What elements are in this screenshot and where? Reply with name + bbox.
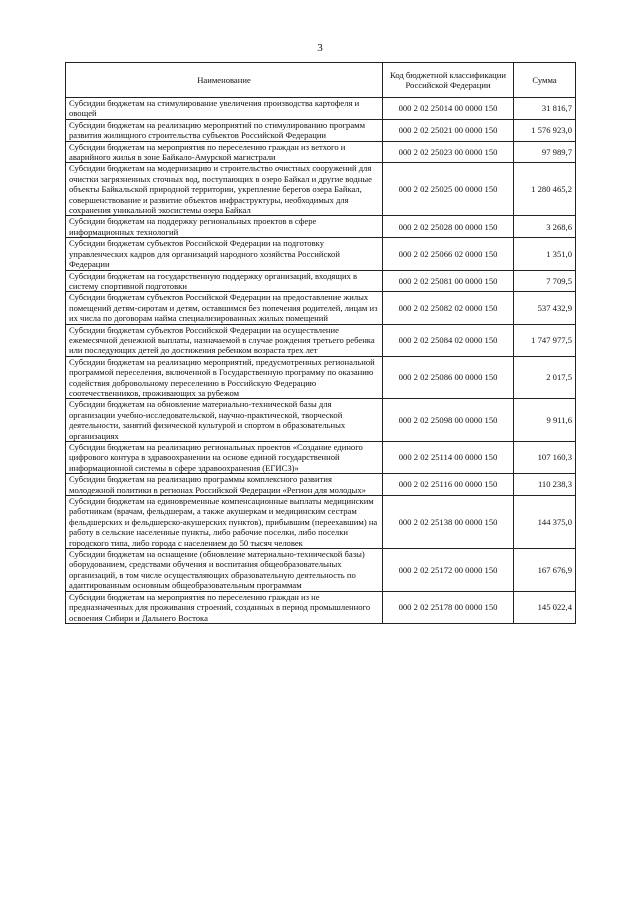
code-cell: 000 2 02 25098 00 0000 150 <box>383 399 514 442</box>
table-row <box>66 356 576 399</box>
code-cell: 000 2 02 25081 00 0000 150 <box>383 270 514 292</box>
sum-cell: 1 576 923,0 <box>514 119 576 141</box>
name-cell: Субсидии бюджетам на модернизацию и строительство очистных сооружений для очистки загрязненных сточных вод, поступающих в озеро Байкал и другие водные объекты Байкальской природной территории, укрепление берегов озера Байкал, совершенствование и развитие объектов инфраструктуры, необходимых для сохранения уникальной экосистемы озера Байкал <box>66 163 383 216</box>
code-cell: 000 2 02 25082 02 0000 150 <box>383 292 514 324</box>
name-cell: Субсидии бюджетам субъектов Российской Федерации на осуществление ежемесячной денежной выплаты, назначаемой в случае рождения третьего ребенка или последующих детей до достижения ребенком возраста трех лет <box>66 324 383 356</box>
name-cell: Субсидии бюджетам на поддержку региональных проектов в сфере информационных технологий <box>66 216 383 238</box>
sum-cell: 7 709,5 <box>514 270 576 292</box>
sum-cell: 3 268,6 <box>514 216 576 238</box>
sum-cell: 1 351,0 <box>514 238 576 270</box>
table-row <box>66 216 576 238</box>
table-row <box>66 292 576 324</box>
code-cell: 000 2 02 25178 00 0000 150 <box>383 591 514 623</box>
header-name: Наименование <box>66 63 383 98</box>
table-row <box>66 119 576 141</box>
code-cell: 000 2 02 25086 00 0000 150 <box>383 356 514 399</box>
header-sum: Сумма <box>514 63 576 98</box>
name-cell: Субсидии бюджетам на реализацию мероприятий по стимулированию программ развития жилищного строительства субъектов Российской Федерации <box>66 119 383 141</box>
table-row <box>66 496 576 549</box>
sum-cell: 1 747 977,5 <box>514 324 576 356</box>
name-cell: Субсидии бюджетам на мероприятия по переселению граждан из ветхого и аварийного жилья в зоне Байкало-Амурской магистрали <box>66 141 383 163</box>
code-cell: 000 2 02 25084 02 0000 150 <box>383 324 514 356</box>
code-cell: 000 2 02 25066 02 0000 150 <box>383 238 514 270</box>
name-cell: Субсидии бюджетам на обновление материально-технической базы для организации учебно-исследовательской, научно-практической, творческой деятельности, занятий физической культурой и спортом в образовательных организациях <box>66 399 383 442</box>
sum-cell: 31 816,7 <box>514 98 576 120</box>
page-number: 3 <box>317 42 323 54</box>
table-row <box>66 442 576 474</box>
name-cell: Субсидии бюджетам субъектов Российской Федерации на подготовку управленческих кадров для организаций народного хозяйства Российской Федерации <box>66 238 383 270</box>
table-row <box>66 549 576 592</box>
table-row <box>66 141 576 163</box>
code-cell: 000 2 02 25138 00 0000 150 <box>383 496 514 549</box>
code-cell: 000 2 02 25116 00 0000 150 <box>383 474 514 496</box>
code-cell: 000 2 02 25023 00 0000 150 <box>383 141 514 163</box>
sum-cell: 107 160,3 <box>514 442 576 474</box>
sum-cell: 145 022,4 <box>514 591 576 623</box>
sum-cell: 167 676,9 <box>514 549 576 592</box>
code-cell: 000 2 02 25114 00 0000 150 <box>383 442 514 474</box>
sum-cell: 144 375,0 <box>514 496 576 549</box>
table-row <box>66 98 576 120</box>
header-code: Код бюджетной классификации Российской Федерации <box>383 63 514 98</box>
name-cell: Субсидии бюджетам на реализацию региональных проектов «Создание единого цифрового контура в здравоохранении на основе единой государственной информационной системы в сфере здравоохранения (ЕГИСЗ)» <box>66 442 383 474</box>
table-row <box>66 238 576 270</box>
code-cell: 000 2 02 25021 00 0000 150 <box>383 119 514 141</box>
name-cell: Субсидии бюджетам на единовременные компенсационные выплаты медицинским работникам (врачам, фельдшерам, а также акушеркам и медицинским сестрам фельдшерских и фельдшерско-акушерских пунктов), прибывшим (переехавшим) на работу в сельские населенные пункты, либо рабочие поселки, либо поселки городского типа, либо города с населением до 50 тысяч человек <box>66 496 383 549</box>
sum-cell: 97 989,7 <box>514 141 576 163</box>
name-cell: Субсидии бюджетам субъектов Российской Федерации на предоставление жилых помещений детям-сиротам и детям, оставшимся без попечения родителей, лицам из их числа по договорам найма специализированных жилых помещений <box>66 292 383 324</box>
sum-cell: 110 238,3 <box>514 474 576 496</box>
table-row <box>66 399 576 442</box>
code-cell: 000 2 02 25014 00 0000 150 <box>383 98 514 120</box>
name-cell: Субсидии бюджетам на стимулирование увеличения производства картофеля и овощей <box>66 98 383 120</box>
table-body <box>66 98 576 624</box>
name-cell: Субсидии бюджетам на реализацию программы комплексного развития молодежной политики в регионах Российской Федерации «Регион для молодых» <box>66 474 383 496</box>
sum-cell: 537 432,9 <box>514 292 576 324</box>
name-cell: Субсидии бюджетам на государственную поддержку организаций, входящих в систему спортивной подготовки <box>66 270 383 292</box>
sum-cell: 9 911,6 <box>514 399 576 442</box>
name-cell: Субсидии бюджетам на оснащение (обновление материально-технической базы) оборудованием, средствами обучения и воспитания общеобразовательных организаций, в том числе осуществляющих образовательную деятельность по адаптированным основным общеобразовательным программам <box>66 549 383 592</box>
code-cell: 000 2 02 25028 00 0000 150 <box>383 216 514 238</box>
table-row <box>66 270 576 292</box>
sum-cell: 1 280 465,2 <box>514 163 576 216</box>
sum-cell: 2 017,5 <box>514 356 576 399</box>
budget-table <box>65 62 576 624</box>
table-row <box>66 474 576 496</box>
table-row <box>66 163 576 216</box>
name-cell: Субсидии бюджетам на реализацию мероприятий, предусмотренных региональной программой переселения, включенной в Государственную программу по оказанию содействия добровольному переселению в Российскую Федерацию соотечественников, проживающих за рубежом <box>66 356 383 399</box>
code-cell: 000 2 02 25172 00 0000 150 <box>383 549 514 592</box>
code-cell: 000 2 02 25025 00 0000 150 <box>383 163 514 216</box>
table-row <box>66 324 576 356</box>
name-cell: Субсидии бюджетам на мероприятия по переселению граждан из не предназначенных для проживания строений, созданных в период промышленного освоения Сибири и Дальнего Востока <box>66 591 383 623</box>
table-row <box>66 591 576 623</box>
table-header-row <box>66 63 576 98</box>
